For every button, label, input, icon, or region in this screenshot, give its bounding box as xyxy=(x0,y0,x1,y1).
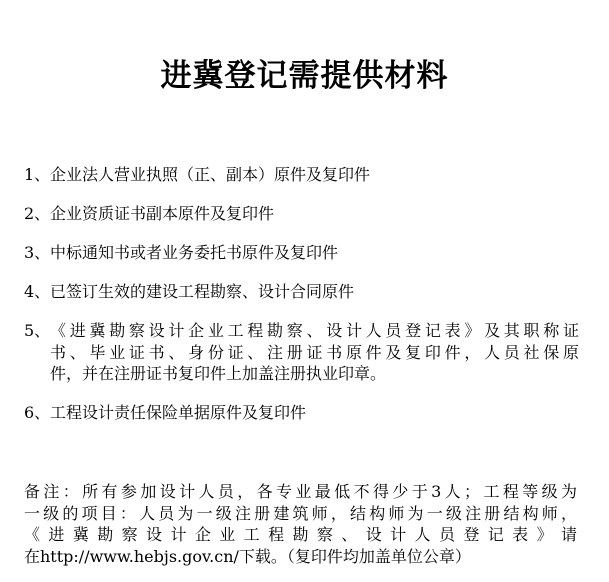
list-item xyxy=(24,281,579,303)
item-number: 1、 xyxy=(24,165,51,184)
item-number: 4、 xyxy=(24,282,51,301)
note-line: 在http://www.hebjs.gov.cn/下载。（复印件均加盖单位公章） xyxy=(24,547,471,567)
item-number: 6、 xyxy=(24,403,51,422)
item-number: 5、 xyxy=(24,321,51,340)
note-line: 一级的项目：人员为一级注册建筑师，结构师为一级注册结构师， xyxy=(24,503,577,523)
item-text: 企业资质证书副本原件及复印件 xyxy=(50,204,275,223)
item-number: 3、 xyxy=(24,243,51,262)
item-text: 工程设计责任保险单据原件及复印件 xyxy=(50,403,307,422)
list-item xyxy=(24,242,579,264)
list-item xyxy=(24,164,579,186)
item-text: 已签订生效的建设工程勘察、设计合同原件 xyxy=(50,282,355,301)
item-text: 《进冀勘察设计企业工程勘察、设计人员登记表》及其职称证 xyxy=(50,321,579,340)
note-line: 备注：所有参加设计人员，各专业最低不得少于3人；工程等级为 xyxy=(24,482,577,501)
note-line: 《进冀勘察设计企业工程勘察、设计人员登记表》请 xyxy=(24,525,577,545)
page-title: 进冀登记需提供材料 xyxy=(160,58,449,94)
list-item xyxy=(24,402,579,424)
list-item xyxy=(24,203,579,225)
item-text: 件，并在注册证书复印件上加盖注册执业印章。 xyxy=(50,364,387,383)
item-text: 企业法人营业执照（正、副本）原件及复印件 xyxy=(50,165,371,184)
item-number: 2、 xyxy=(24,204,51,223)
note xyxy=(24,481,577,568)
item-text: 中标通知书或者业务委托书原件及复印件 xyxy=(50,243,339,262)
list-item xyxy=(24,320,579,385)
item-text: 书、毕业证书、身份证、注册证书原件及复印件，人员社保原 xyxy=(50,342,579,362)
